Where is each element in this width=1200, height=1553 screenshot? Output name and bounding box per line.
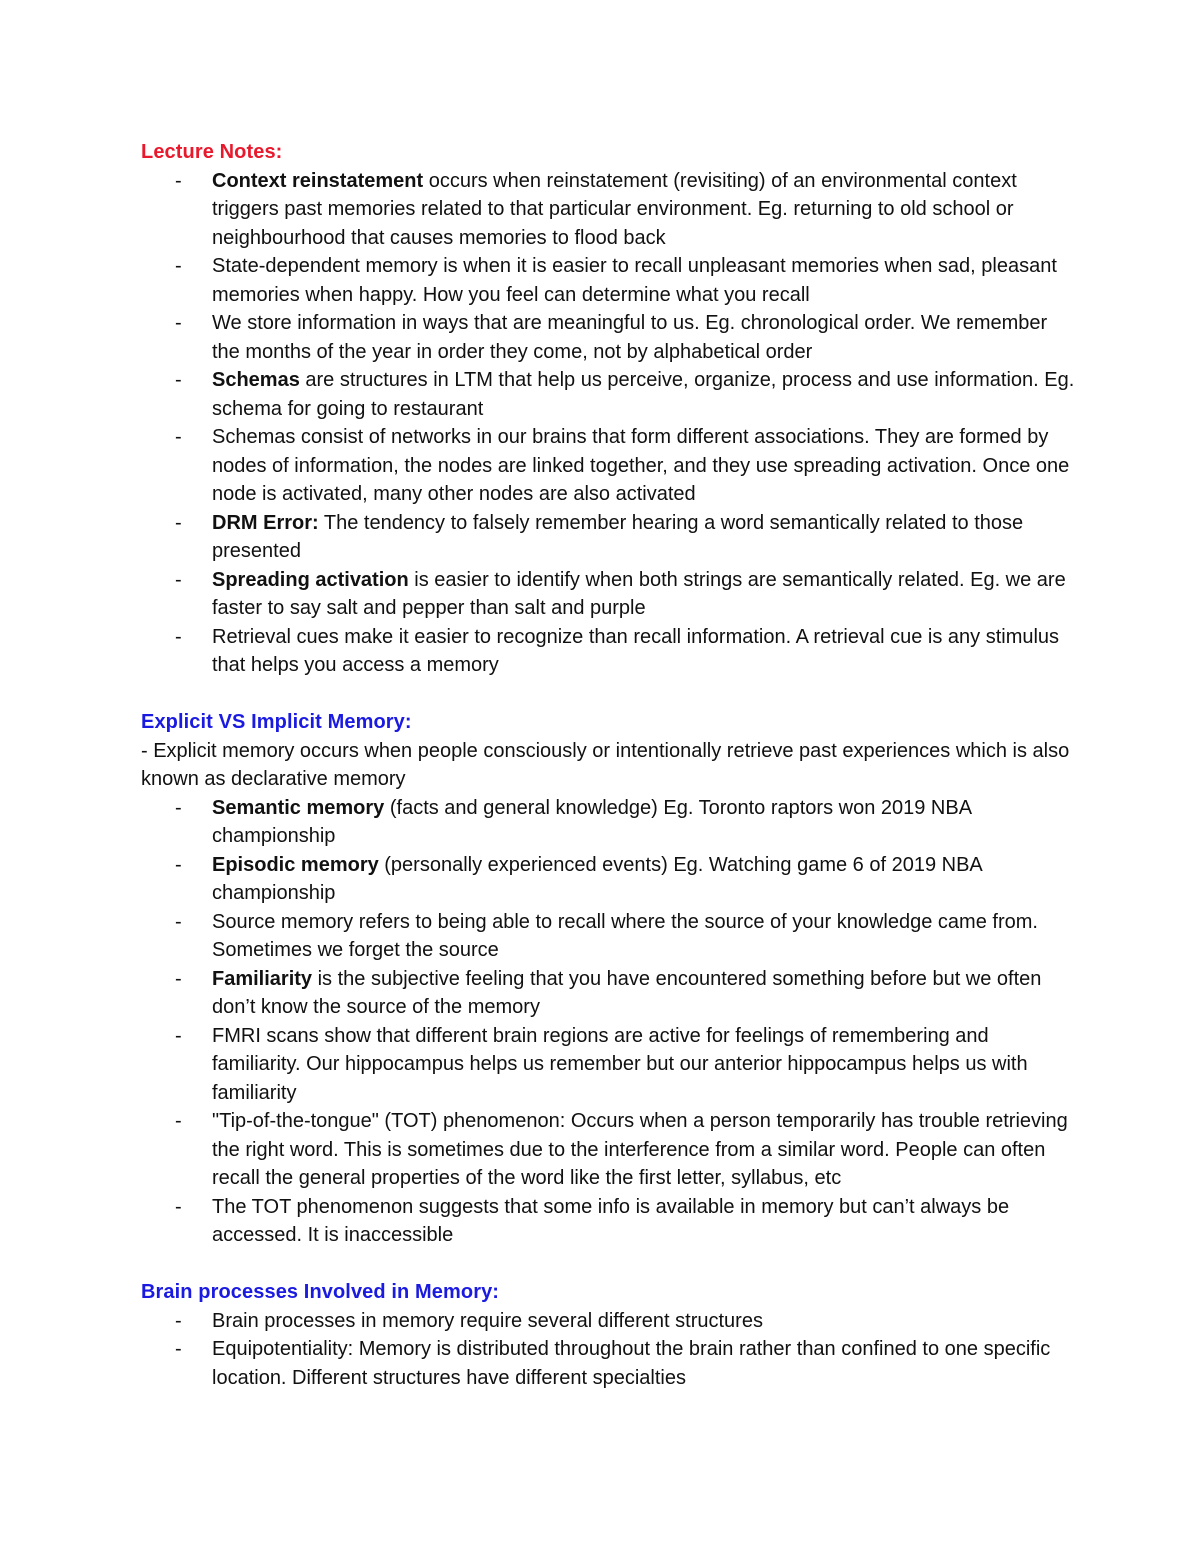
section-heading: Lecture Notes:	[141, 141, 283, 163]
section-brain-processes	[141, 1278, 1076, 1392]
list-item	[141, 965, 1076, 1022]
bullet-dash: -	[175, 511, 182, 534]
section-lecture-notes	[141, 138, 1076, 680]
item-text: Source memory refers to being able to recall where the source of your knowledge came from. Sometimes we forget the source	[212, 910, 1038, 961]
list-item	[141, 1307, 1076, 1336]
bold-term: Semantic memory	[212, 796, 385, 819]
list-item	[141, 566, 1076, 623]
bullet-dash: -	[175, 1195, 182, 1218]
section-explicit-implicit-memory	[141, 708, 1076, 1250]
item-text: Brain processes in memory require several different structures	[212, 1309, 763, 1332]
list-item	[141, 252, 1076, 309]
bold-term: DRM Error:	[212, 511, 319, 534]
bullet-dash: -	[175, 369, 182, 391]
list-item	[141, 623, 1076, 680]
bullet-list	[141, 1307, 1076, 1393]
item-text: (facts and general knowledge) Eg. Toronto raptors won 2019 NBA championship	[212, 796, 971, 847]
item-text: FMRI scans show that different brain regions are active for feelings of remembering and familiarity. Our hippocampus helps us remember but our anterior hippocampus helps us with familiarity	[212, 1024, 1028, 1104]
item-text: "Tip-of-the-tongue" (TOT) phenomenon: Occurs when a person temporarily has trouble retrieving the right word. This is sometimes due to the interference from a similar word. People can often recall the general properties of the word like the first letter, syllabus, etc	[212, 1110, 1068, 1189]
list-item	[141, 423, 1076, 509]
item-text: Retrieval cues make it easier to recognize than recall information. A retrieval cue is any stimulus that helps you access a memory	[212, 625, 1060, 676]
bullet-list	[141, 794, 1076, 1250]
bold-term: Episodic memory	[212, 853, 379, 876]
bullet-dash: -	[175, 967, 182, 990]
bullet-dash: -	[175, 1024, 182, 1047]
item-text: occurs when reinstatement (revisiting) of an environmental context triggers past memories related to that particular environment. Eg. returning to old school or neighbourhood that causes memories to flood back	[212, 169, 1017, 249]
bullet-dash: -	[175, 1338, 182, 1360]
item-text: Equipotentiality: Memory is distributed throughout the brain rather than confined to one specific location. Different structures have different specialties	[212, 1338, 1051, 1389]
list-item	[141, 1022, 1076, 1108]
item-text: are structures in LTM that help us perceive, organize, process and use information. Eg. schema for going to restaurant	[212, 369, 1075, 420]
section-heading: Explicit VS Implicit Memory:	[141, 711, 412, 733]
bullet-dash: -	[175, 910, 182, 933]
item-text: Schemas consist of networks in our brains that form different associations. They are formed by nodes of information, the nodes are linked together, and they use spreading activation. Once one node is activated, many other nodes are also activated	[212, 426, 1070, 505]
section-heading: Brain processes Involved in Memory:	[141, 1281, 500, 1303]
item-text: is easier to identify when both strings are semantically related. Eg. we are faster to say salt and pepper than salt and purple	[212, 568, 1066, 619]
bullet-dash: -	[175, 1309, 182, 1332]
bullet-dash: -	[175, 426, 182, 448]
list-item	[141, 366, 1076, 423]
bold-term: Schemas	[212, 369, 300, 391]
bullet-dash: -	[175, 1110, 182, 1132]
bullet-dash: -	[175, 255, 182, 277]
item-text: The TOT phenomenon suggests that some info is available in memory but can’t always be accessed. It is inaccessible	[212, 1195, 1010, 1246]
bullet-dash: -	[175, 568, 182, 591]
item-text: is the subjective feeling that you have encountered something before but we often don’t know the source of the memory	[212, 967, 1042, 1018]
bullet-list	[141, 167, 1076, 680]
list-item	[141, 1335, 1076, 1392]
document-page	[141, 138, 1076, 1392]
bold-term: Spreading activation	[212, 568, 409, 591]
bold-term: Familiarity	[212, 967, 313, 990]
bold-term: Context reinstatement	[212, 169, 424, 192]
bullet-dash: -	[175, 796, 182, 819]
bullet-dash: -	[175, 625, 182, 648]
section-intro: - Explicit memory occurs when people consciously or intentionally retrieve past experiences which is also known as declarative memory	[141, 739, 1070, 790]
item-text: The tendency to falsely remember hearing a word semantically related to those presented	[212, 511, 1024, 562]
item-text: State-dependent memory is when it is easier to recall unpleasant memories when sad, pleasant memories when happy. How you feel can determine what you recall	[212, 255, 1057, 306]
item-text: We store information in ways that are meaningful to us. Eg. chronological order. We remember the months of the year in order they come, not by alphabetical order	[212, 312, 1048, 363]
bullet-dash: -	[175, 169, 182, 192]
list-item	[141, 309, 1076, 366]
list-item	[141, 794, 1076, 851]
bullet-dash: -	[175, 312, 182, 334]
bullet-dash: -	[175, 853, 182, 876]
list-item	[141, 167, 1076, 253]
list-item	[141, 851, 1076, 908]
item-text: (personally experienced events) Eg. Watching game 6 of 2019 NBA championship	[212, 853, 982, 904]
list-item	[141, 908, 1076, 965]
list-item	[141, 1107, 1076, 1193]
list-item	[141, 1193, 1076, 1250]
list-item	[141, 509, 1076, 566]
